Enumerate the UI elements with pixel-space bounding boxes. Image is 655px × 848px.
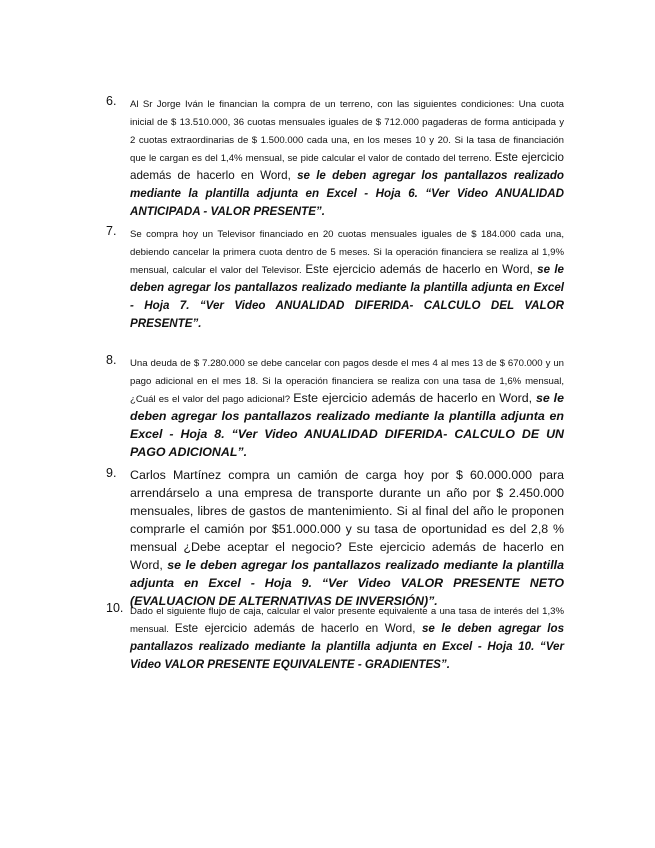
exercise-excel-instruction: se le deben agregar los pantallazos realizado mediante la plantilla adjunta en Excel - Hoja 9. “Ver Video VALOR PRESENTE NETO (EVALUACION DE ALTERNATIVAS DE INVERSIÓN)”. xyxy=(130,558,565,608)
exercise-statement: Dado el siguiente flujo de caja, calcular el valor presente equivalente a una tasa de interés del 1,3% mensual. xyxy=(130,606,564,635)
exercise-number: 7. xyxy=(106,224,117,238)
exercise-7 xyxy=(106,224,564,332)
exercise-excel-instruction: se le deben agregar los pantallazos realizado mediante la plantilla adjunta en Excel - Hoja 6. “Ver Video ANUALIDAD ANTICIPADA - VALOR PRESENTE”. xyxy=(130,169,564,218)
exercise-number: 9. xyxy=(106,466,117,480)
exercise-excel-instruction: se le deben agregar los pantallazos realizado mediante la plantilla adjunta en Excel - Hoja 8. “Ver Video ANUALIDAD DIFERIDA- CALCULO DE UN PAGO ADICIONAL”. xyxy=(130,391,565,459)
exercise-body xyxy=(130,466,564,610)
exercise-instruction: Este ejercicio además de hacerlo en Word, xyxy=(130,151,564,182)
exercise-body xyxy=(130,353,564,461)
exercise-body xyxy=(130,94,564,220)
exercise-instruction: Este ejercicio además de hacerlo en Word, xyxy=(305,263,538,276)
exercise-statement: Carlos Martínez compra un camión de carga hoy por $ 60.000.000 para arrendárselo a una empresa de transporte durante un año por $ 2.450.000 mensuales, libres de gastos de mantenimiento. Si al final del año le proponen comprarle el camión por $51.000.000 y su tasa de oportunidad es del 2,8 % mensual ¿Debe aceptar el negocio? Este ejercicio además de hacerlo en Word, xyxy=(130,468,564,572)
exercise-8 xyxy=(106,353,564,461)
exercise-statement: Una deuda de $ 7.280.000 se debe cancelar con pagos desde el mes 4 al mes 13 de $ 670.000 y un pago adicional en el mes 18. Si la operación financiera se realiza con una tasa de 1,6% mensual, ¿Cuál es el valor del pago adicional? xyxy=(130,358,564,405)
exercise-instruction: Este ejercicio además de hacerlo en Word, xyxy=(174,622,422,635)
exercise-6 xyxy=(106,94,564,220)
exercise-number: 6. xyxy=(106,94,117,108)
exercise-9 xyxy=(106,466,564,610)
exercise-10 xyxy=(106,601,564,673)
exercise-instruction: Este ejercicio además de hacerlo en Word, xyxy=(293,391,536,405)
exercise-excel-instruction: se le deben agregar los pantallazos realizado mediante la plantilla adjunta en Excel - Hoja 10. “Ver Video VALOR PRESENTE EQUIVALENTE - GRADIENTES”. xyxy=(130,622,565,671)
exercise-excel-instruction: se le deben agregar los pantallazos realizado mediante la plantilla adjunta en Excel - Hoja 7. “Ver Video ANUALIDAD DIFERIDA- CALCULO DEL VALOR PRESENTE”. xyxy=(130,263,565,330)
exercise-number: 10. xyxy=(106,601,124,615)
exercise-body xyxy=(130,224,564,332)
exercise-statement: Se compra hoy un Televisor financiado en 20 cuotas mensuales iguales de $ 184.000 cada una, debiendo cancelar la primera cuota dentro de 5 meses. Si la operación financiera se realiza al 1,9% mensual, calcular el valor del Televisor. xyxy=(130,229,564,276)
exercise-statement: Al Sr Jorge Iván le financian la compra de un terreno, con las siguientes condiciones: Una cuota inicial de $ 13.510.000, 36 cuotas mensuales iguales de $ 712.000 pagaderas de forma anticipada y 2 cuotas extraordinarias de $ 1.500.000 cada una, en los meses 10 y 20. Si la tasa de financiación que le cargan es del 1,4% mensual, se pide calcular el valor de contado del terreno. xyxy=(130,99,564,164)
exercise-body xyxy=(130,601,564,673)
exercise-number: 8. xyxy=(106,353,117,367)
